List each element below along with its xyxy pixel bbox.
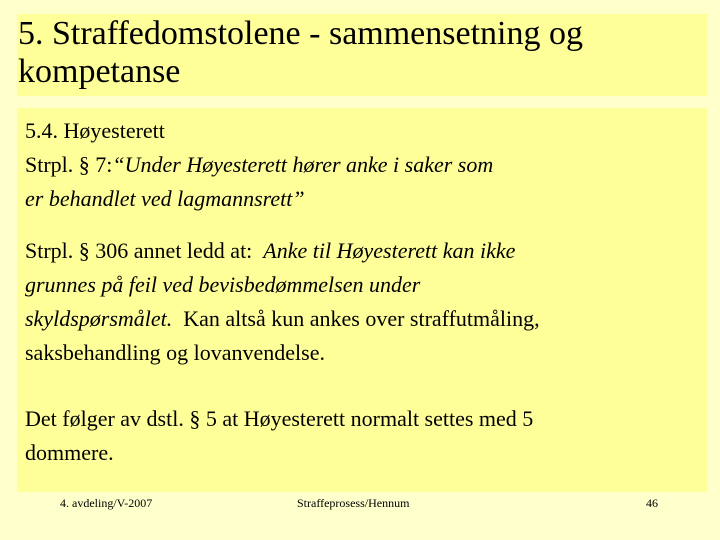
slide-body bbox=[25, 114, 685, 470]
paragraph-line-1: Det følger av dstl. § 5 at Høyesterett normalt settes med 5 bbox=[25, 406, 534, 431]
statute-reference: Strpl. § 7: bbox=[25, 152, 113, 177]
paragraph-line-2: dommere. bbox=[25, 440, 114, 465]
page-number: 46 bbox=[646, 496, 658, 510]
footer-left: 4. avdeling/V-2007 bbox=[60, 496, 153, 510]
paragraph-dstl-5 bbox=[25, 402, 685, 470]
section-heading bbox=[25, 114, 685, 148]
statute-reference: Strpl. § 306 annet ledd at: bbox=[25, 238, 264, 263]
slide-title-line-2: kompetanse bbox=[18, 53, 181, 90]
statute-quote-line-1: Anke til Høyesterett kan ikke bbox=[263, 238, 516, 263]
slide-title-line-1: 5. Straffedomstolene - sammensetning og bbox=[18, 15, 583, 52]
statute-quote-line-2: er behandlet ved lagmannsrett” bbox=[25, 186, 305, 211]
explanation-line-1: Kan altså kun ankes over straffutmåling, bbox=[172, 306, 540, 331]
statute-quote-line-2: grunnes på feil ved bevisbedømmelsen under bbox=[25, 272, 421, 297]
explanation-line-2: saksbehandling og lovanvendelse. bbox=[25, 340, 325, 365]
statute-quote-line-3: skyldspørsmålet. bbox=[25, 306, 173, 331]
paragraph-strpl-306 bbox=[25, 234, 685, 370]
section-heading-text: 5.4. Høyesterett bbox=[25, 118, 165, 143]
footer-center: Straffeprosess/Hennum bbox=[297, 496, 410, 510]
statute-quote-line-1: “Under Høyesterett hører anke i saker som bbox=[112, 152, 494, 177]
slide-title bbox=[18, 15, 708, 91]
paragraph-strpl-7 bbox=[25, 148, 685, 216]
